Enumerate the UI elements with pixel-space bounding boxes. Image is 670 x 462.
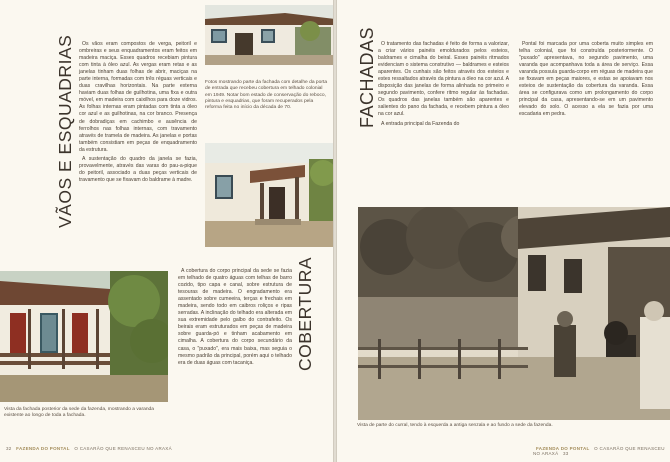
page-footer-right [533,446,670,456]
photo-caption-veranda: Vista da fachada posterior da sede da fazenda, mostrando a varanda existente ao longo de toda a fachada. [4,407,154,419]
paragraph: A sustentação do quadro da janela se fazia, provavelmente, através das varas do pau-a-pique do peitoril, associado a duas peças verticais de travamento que se fixavam do baldrame à madre. [79,155,197,183]
paragraph: A cobertura do corpo principal da sede se fazia em telhado de quatro águas com telhas de barro cozido, tipo capa e canal, sobre estrutura de tesouras de madeira. O engradamento era assentado sobre cumeeira, terças e frechais em madeira, sendo todo em caibros roliços e ripas serradas. A inclinação do telhado era alterada em sua extremidade pelo galbo do contrafeito. Os beirais eram estruturados em peças de madeira sobre guarda-pó e tinham acabamento em cimalha. A cobertura do corpo secundário da casa, o "puxado", era mais baixa, mas seguia o mesmo padrão da principal, porém aqui o telhado era de duas águas com tacaniça. [178,268,292,366]
fachadas-text-col2 [519,41,653,121]
right-page [337,0,670,462]
section-title-cobertura: COBERTURA [295,256,315,371]
photo-veranda [0,271,168,402]
left-page [0,0,333,462]
curral-image [358,207,670,420]
entrance-image [205,143,335,247]
paragraph: A entrada principal da Fazenda do [381,120,460,127]
vaos-text [79,41,197,186]
photo-facade-front [205,5,335,65]
page-footer-left [6,446,172,451]
photo-caption-curral: Vista de parte do curral, tendo à esquerda a antiga senzala e ao fundo a sede da fazenda. [357,423,553,428]
veranda-image [0,271,168,402]
farmhouse-image [205,5,335,65]
footer-subtitle: O CASARÃO QUE RENASCEU NO ARAXÁ [533,446,665,456]
section-title-fachadas: FACHADAS [357,26,377,128]
cobertura-text [178,268,292,369]
section-title-vaos-esquadrias: VÃOS E ESQUADRIAS [55,34,75,228]
paragraph: Pontal foi marcada por uma coberta muito simples em telha colonial, que foi construída posteriormente. O "puxado" apresentava, no segundo pavimento, uma varanda que acompanhava toda a área de serviço. Essa varanda possuía guarda-corpo em réguas de madeira que se fixavam em peças maiores, e estas se apoiavam nos esteios de sustentação da cobertura da varanda. Essa área se configurava como um prolongamento do corpo principal da casa, apresentando-se em um pavimento elevado do solo. O acesso a ela se fazia por uma escadaria em pedra. [519,41,653,118]
fachadas-text-col1 [378,41,509,130]
footer-book-title: FAZENDA DO PONTAL [16,446,70,451]
photo-curral-senzala [358,207,670,420]
paragraph: Os vãos eram compostos de verga, peitoril e ombreiras e seus enquadramentos eram feitos em madeira maciça. Esses quadros recebiam pintura com tinta à óleo azul. As vergas eram retas e as janelas tinham duas folhas de abrir, maciças na parte interna, formadas com três réguas verticais e duas cravilhas horizontais. Na parte externa haviam duas folhas de guilhotina, uma fixa e outra móvel, em madeira com caixilhos para doze vidros. As folhas internas eram pintadas com tinta a óleo cor azul e as guilhotinas, na cor branco. Presença de dobradiças em cachimbo e ausência de ferrolhos nas folhas internas, com travamento através de tramela de madeira. As janelas e portas também consistiam em peças de enquadramento da estrutura. [79,41,197,153]
photo-caption-facade: Fotos mostrando parte da fachada com detalhe da porta de entrada que recebeu cobertura em telhado colonial em 1949. Notar bom estado de conservação do reboco, pintura e esquadrias, que foram recuperados pela reforma feita no início da década de 70. [205,80,328,111]
footer-book-title: FAZENDA DO PONTAL [536,446,590,451]
photo-entrance-porch [205,143,335,247]
paragraph: O tratamento das fachadas é feito de forma a valorizar, a criar vários painéis emoldurados pelos esteios, baldrames e cimalha do beiral. Esses painéis ritmados evidenciam o sistema construtivo — baldrames e esteios aparentes. Os cunhais são feitos através dos esteios e estes ressaltados através da pintura a óleo na cor azul. A disposição das janelas de forma alinhada no primeiro e segundo pavimento, confere ritmo regular às fachadas. Os quadros das janelas também são aparentes e salientes do pano da fachada, e recebem pintura a óleo na cor azul. [378,41,509,118]
page-number: 33 [562,451,569,456]
footer-subtitle: O CASARÃO QUE RENASCEU NO ARAXÁ [74,446,172,451]
page-number: 32 [6,446,12,451]
